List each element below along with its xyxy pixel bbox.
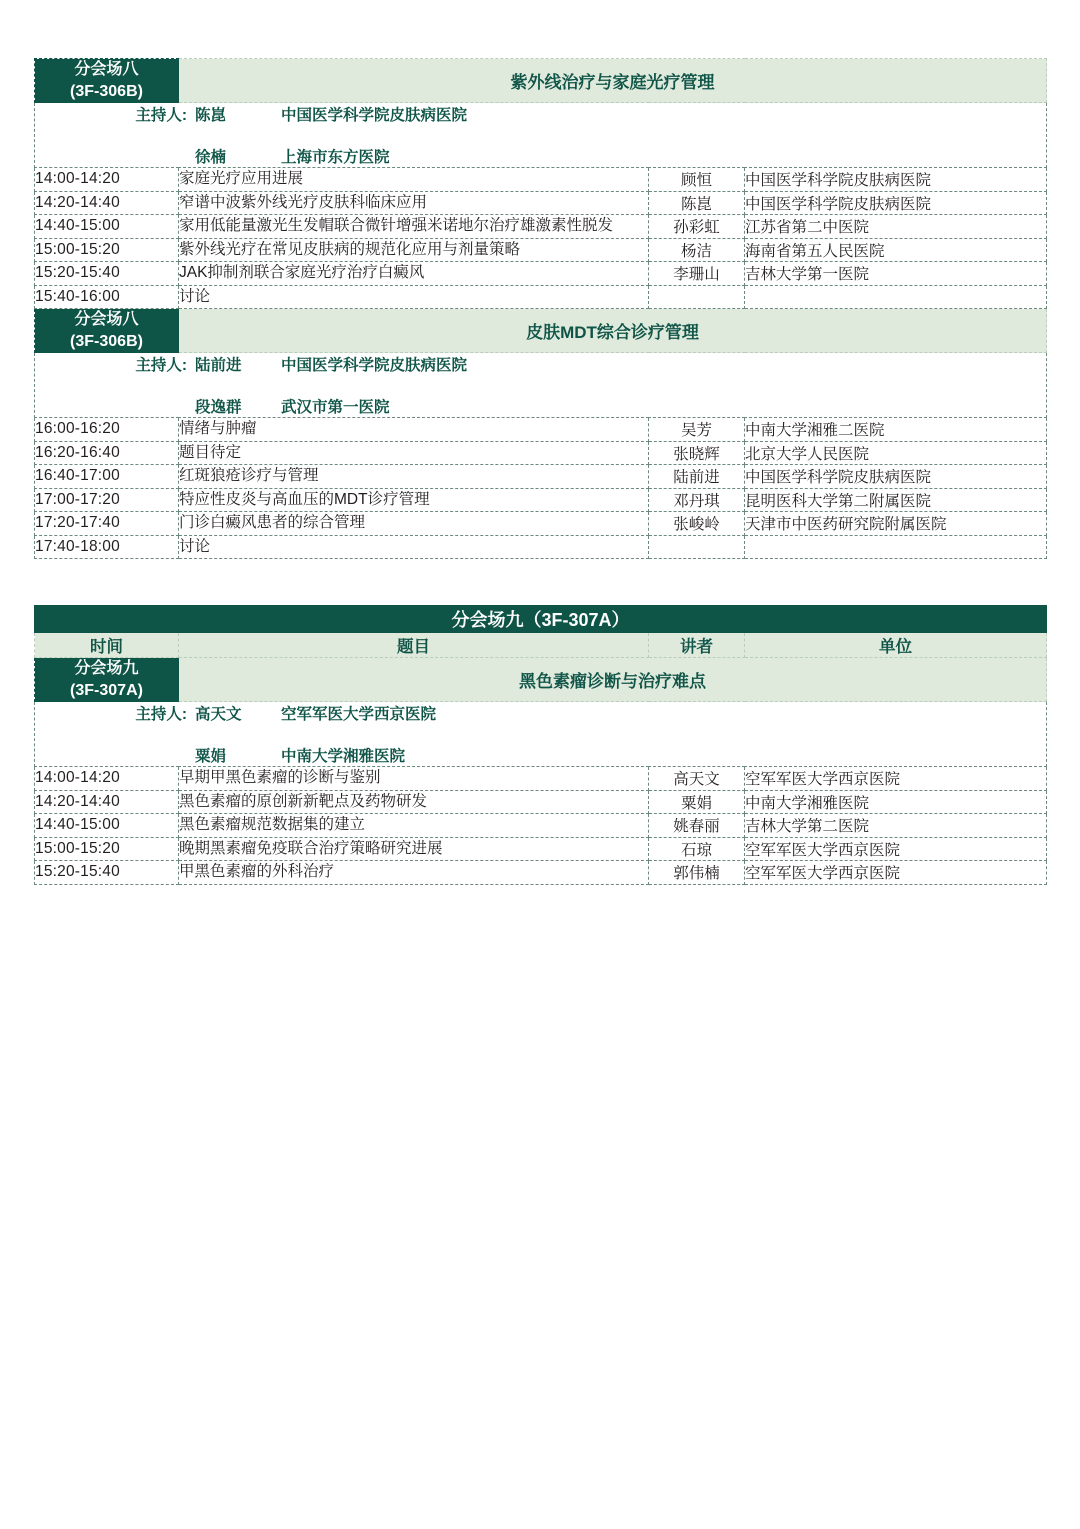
row-time: 17:20-17:40 xyxy=(35,512,179,535)
table-row xyxy=(35,215,1047,238)
row-speaker: 陈崑 xyxy=(649,191,745,214)
chair-org: 中南大学湘雅医院 xyxy=(281,748,406,766)
row-speaker: 吴芳 xyxy=(649,418,745,441)
table-row xyxy=(35,285,1047,308)
table-row xyxy=(35,238,1047,261)
row-org: 中南大学湘雅二医院 xyxy=(745,418,1047,441)
table-row xyxy=(35,535,1047,558)
session-title: 紫外线治疗与家庭光疗管理 xyxy=(179,59,1047,103)
table-row xyxy=(35,191,1047,214)
session-hall-label xyxy=(35,59,179,103)
session-hall-name: 分会场八 xyxy=(74,311,139,328)
chair-row xyxy=(35,395,1046,417)
row-org xyxy=(745,535,1047,558)
session-hall-name: 分会场九 xyxy=(74,660,139,677)
row-speaker: 高天文 xyxy=(649,767,745,790)
chair-row xyxy=(35,702,1046,724)
row-title: 窄谱中波紫外线光疗皮肤科临床应用 xyxy=(179,191,649,214)
session-chairs-row xyxy=(35,353,1047,418)
row-speaker: 孙彩虹 xyxy=(649,215,745,238)
row-title: JAK抑制剂联合家庭光疗治疗白癜风 xyxy=(179,262,649,285)
row-org: 中国医学科学院皮肤病医院 xyxy=(745,191,1047,214)
chair-org: 上海市东方医院 xyxy=(281,149,390,167)
chair-name: 徐楠 xyxy=(195,149,227,167)
chair-row xyxy=(35,103,1046,125)
chair-row xyxy=(35,353,1046,375)
chair-org: 中国医学科学院皮肤病医院 xyxy=(281,357,468,375)
chair-name: 陈崑 xyxy=(195,107,227,125)
session-band xyxy=(35,309,1047,353)
row-time: 14:00-14:20 xyxy=(35,168,179,191)
table-row xyxy=(35,861,1047,884)
row-org: 天津市中医药研究院附属医院 xyxy=(745,512,1047,535)
session-hall-label xyxy=(35,309,179,353)
chair-lead-label: 主持人: xyxy=(135,107,187,125)
row-time: 17:00-17:20 xyxy=(35,488,179,511)
row-speaker: 陆前进 xyxy=(649,465,745,488)
row-time: 14:00-14:20 xyxy=(35,767,179,790)
row-title: 情绪与肿瘤 xyxy=(179,418,649,441)
row-org: 北京大学人民医院 xyxy=(745,441,1047,464)
row-time: 15:20-15:40 xyxy=(35,262,179,285)
table-row xyxy=(35,262,1047,285)
session-band xyxy=(35,59,1047,103)
row-org: 昆明医科大学第二附属医院 xyxy=(745,488,1047,511)
row-time: 14:20-14:40 xyxy=(35,790,179,813)
chair-org: 中国医学科学院皮肤病医院 xyxy=(281,107,468,125)
row-speaker xyxy=(649,285,745,308)
row-time: 15:40-16:00 xyxy=(35,285,179,308)
row-org: 中国医学科学院皮肤病医院 xyxy=(745,168,1047,191)
row-title: 黑色素瘤规范数据集的建立 xyxy=(179,814,649,837)
row-title: 特应性皮炎与高血压的MDT诊疗管理 xyxy=(179,488,649,511)
row-org: 空军军医大学西京医院 xyxy=(745,837,1047,860)
row-org: 江苏省第二中医院 xyxy=(745,215,1047,238)
row-time: 16:00-16:20 xyxy=(35,418,179,441)
row-title: 讨论 xyxy=(179,535,649,558)
chair-row xyxy=(35,744,1046,766)
chair-org: 空军军医大学西京医院 xyxy=(281,706,437,724)
table-row xyxy=(35,790,1047,813)
session-hall-room: (3F-306B) xyxy=(70,82,143,100)
session-band xyxy=(35,658,1047,702)
table-row xyxy=(35,168,1047,191)
row-speaker: 张晓辉 xyxy=(649,441,745,464)
table-row xyxy=(35,767,1047,790)
table-row xyxy=(35,465,1047,488)
session-hall-room: (3F-306B) xyxy=(70,332,143,350)
chair-name: 高天文 xyxy=(195,706,242,724)
hall9-schedule-table xyxy=(34,605,1047,885)
session-chairs xyxy=(35,103,1047,168)
row-org: 空军军医大学西京医院 xyxy=(745,861,1047,884)
row-speaker: 郭伟楠 xyxy=(649,861,745,884)
row-org xyxy=(745,285,1047,308)
row-title: 紫外线光疗在常见皮肤病的规范化应用与剂量策略 xyxy=(179,238,649,261)
session-chairs-row xyxy=(35,103,1047,168)
row-speaker: 张峻岭 xyxy=(649,512,745,535)
hall-header-row xyxy=(35,606,1047,633)
row-title: 家用低能量激光生发帽联合微针增强米诺地尔治疗雄激素性脱发 xyxy=(179,215,649,238)
chair-name: 陆前进 xyxy=(195,357,242,375)
row-title: 甲黑色素瘤的外科治疗 xyxy=(179,861,649,884)
row-title: 红斑狼疮诊疗与管理 xyxy=(179,465,649,488)
column-header-speaker: 讲者 xyxy=(649,633,745,658)
table-row xyxy=(35,814,1047,837)
row-speaker: 粟娟 xyxy=(649,790,745,813)
session-chairs-row xyxy=(35,702,1047,767)
row-title: 家庭光疗应用进展 xyxy=(179,168,649,191)
chair-lead-label: 主持人: xyxy=(135,357,187,375)
session-chairs xyxy=(35,702,1047,767)
row-speaker xyxy=(649,535,745,558)
column-header-time: 时间 xyxy=(35,633,179,658)
row-time: 15:00-15:20 xyxy=(35,238,179,261)
chair-name: 段逸群 xyxy=(195,399,242,417)
table-row xyxy=(35,837,1047,860)
chair-row xyxy=(35,145,1046,167)
row-time: 14:40-15:00 xyxy=(35,814,179,837)
row-time: 15:00-15:20 xyxy=(35,837,179,860)
row-time: 16:20-16:40 xyxy=(35,441,179,464)
row-title: 讨论 xyxy=(179,285,649,308)
row-time: 14:20-14:40 xyxy=(35,191,179,214)
session-title: 皮肤MDT综合诊疗管理 xyxy=(179,309,1047,353)
row-title: 晚期黑素瘤免疫联合治疗策略研究进展 xyxy=(179,837,649,860)
hall-title: 分会场九（3F-307A） xyxy=(35,606,1047,633)
column-header-row xyxy=(35,633,1047,658)
row-speaker: 邓丹琪 xyxy=(649,488,745,511)
row-org: 中国医学科学院皮肤病医院 xyxy=(745,465,1047,488)
row-time: 15:20-15:40 xyxy=(35,861,179,884)
session-hall-name: 分会场八 xyxy=(74,61,139,78)
row-title: 早期甲黑色素瘤的诊断与鉴别 xyxy=(179,767,649,790)
row-time: 16:40-17:00 xyxy=(35,465,179,488)
row-time: 14:40-15:00 xyxy=(35,215,179,238)
hall8-schedule-table xyxy=(34,58,1047,559)
session-title: 黑色素瘤诊断与治疗难点 xyxy=(179,658,1047,702)
row-speaker: 姚春丽 xyxy=(649,814,745,837)
table-row xyxy=(35,418,1047,441)
column-header-title: 题目 xyxy=(179,633,649,658)
row-org: 海南省第五人民医院 xyxy=(745,238,1047,261)
row-org: 中南大学湘雅医院 xyxy=(745,790,1047,813)
column-header-org: 单位 xyxy=(745,633,1047,658)
row-speaker: 石琼 xyxy=(649,837,745,860)
chair-lead-label: 主持人: xyxy=(135,706,187,724)
session-hall-label xyxy=(35,658,179,702)
chair-org: 武汉市第一医院 xyxy=(281,399,390,417)
chair-name: 粟娟 xyxy=(195,748,227,766)
row-org: 空军军医大学西京医院 xyxy=(745,767,1047,790)
row-speaker: 李珊山 xyxy=(649,262,745,285)
row-title: 题目待定 xyxy=(179,441,649,464)
row-org: 吉林大学第二医院 xyxy=(745,814,1047,837)
section-gap xyxy=(34,559,1046,605)
row-title: 黑色素瘤的原创新新靶点及药物研发 xyxy=(179,790,649,813)
table-row xyxy=(35,488,1047,511)
row-title: 门诊白癜风患者的综合管理 xyxy=(179,512,649,535)
row-org: 吉林大学第一医院 xyxy=(745,262,1047,285)
table-row xyxy=(35,441,1047,464)
session-chairs xyxy=(35,353,1047,418)
session-hall-room: (3F-307A) xyxy=(70,681,143,699)
row-speaker: 杨洁 xyxy=(649,238,745,261)
table-row xyxy=(35,512,1047,535)
row-speaker: 顾恒 xyxy=(649,168,745,191)
row-time: 17:40-18:00 xyxy=(35,535,179,558)
